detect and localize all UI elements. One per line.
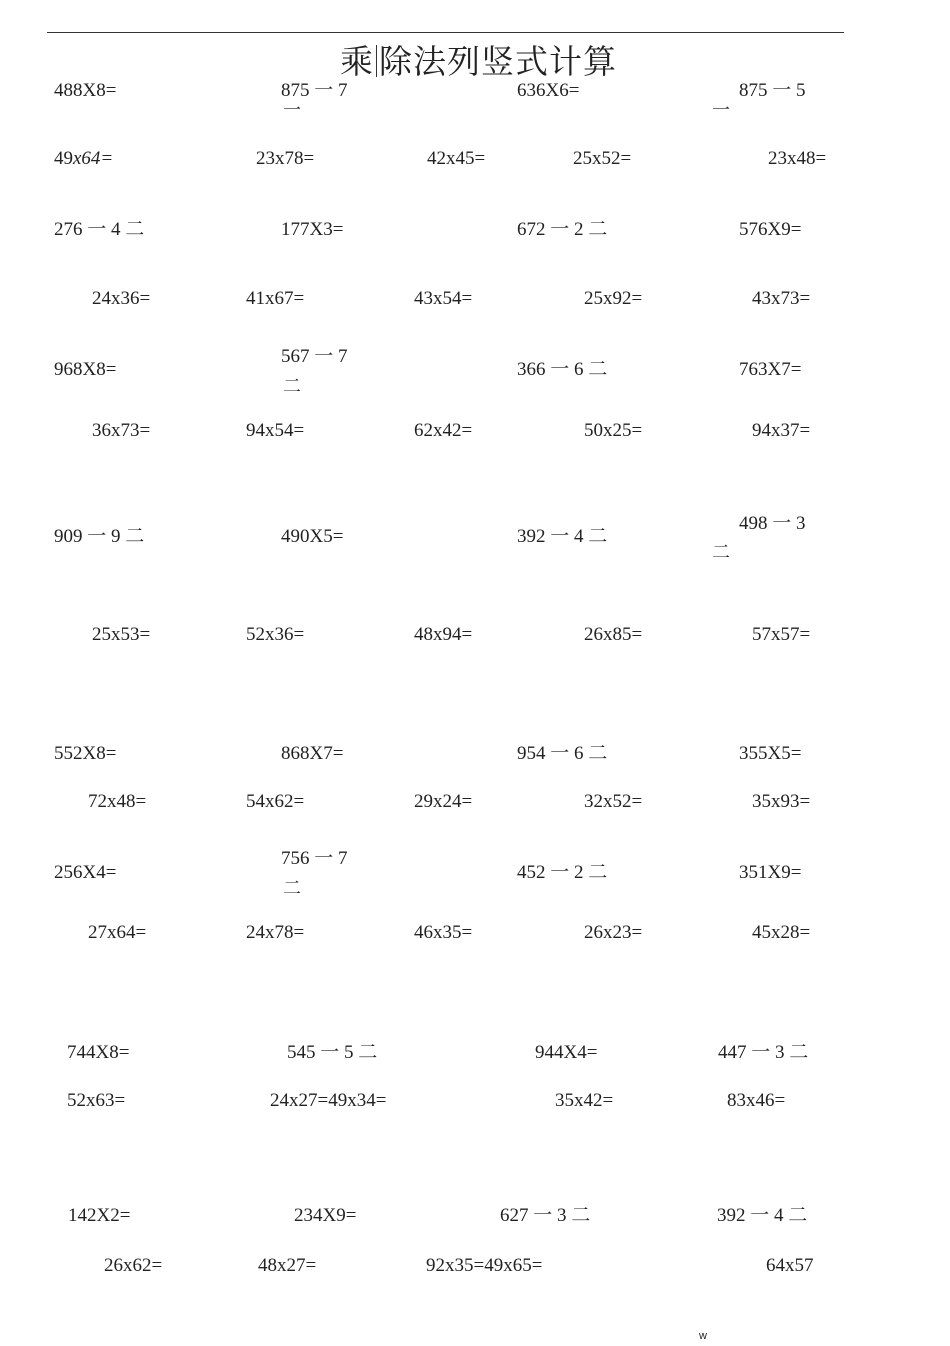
problem: 954 一 6 二 xyxy=(517,743,608,764)
problem: 26x85= xyxy=(584,624,643,645)
title-rest: 除法列竖式计算 xyxy=(379,45,617,81)
problem: 177X3= xyxy=(281,219,344,240)
problem: 24x36= xyxy=(92,288,151,309)
problem: 94x54= xyxy=(246,420,305,441)
problem: 64x57 xyxy=(766,1255,814,1276)
problem: 41x67= xyxy=(246,288,305,309)
wrap-mark: 二 xyxy=(712,542,730,562)
problem: 24x78= xyxy=(246,922,305,943)
wrap-mark: 一 xyxy=(283,100,301,120)
wrap-mark: 二 xyxy=(283,376,301,396)
problem: 875 一 7 xyxy=(281,80,348,101)
problem: 763X7= xyxy=(739,359,802,380)
problem-part-italic: x64= xyxy=(73,148,114,169)
cursor-bar xyxy=(376,45,377,77)
problem: 490X5= xyxy=(281,526,344,547)
problem: 25x92= xyxy=(584,288,643,309)
problem: 392 一 4 二 xyxy=(717,1205,808,1226)
problem: 62x42= xyxy=(414,420,473,441)
problem: 256X4= xyxy=(54,862,117,883)
wrap-mark: 一 xyxy=(712,100,730,120)
problem: 29x24= xyxy=(414,791,473,812)
problem: 576X9= xyxy=(739,219,802,240)
problem: 94x37= xyxy=(752,420,811,441)
problem: 50x25= xyxy=(584,420,643,441)
problem: 142X2= xyxy=(68,1205,131,1226)
problem: 636X6= xyxy=(517,80,580,101)
problem: 26x62= xyxy=(104,1255,163,1276)
problem: 32x52= xyxy=(584,791,643,812)
problem: 45x28= xyxy=(752,922,811,943)
problem: 744X8= xyxy=(67,1042,130,1063)
problem: 43x54= xyxy=(414,288,473,309)
problem: 355X5= xyxy=(739,743,802,764)
problem: 52x63= xyxy=(67,1090,126,1111)
problem: 868X7= xyxy=(281,743,344,764)
problem: 627 一 3 二 xyxy=(500,1205,591,1226)
problem: 672 一 2 二 xyxy=(517,219,608,240)
problem: 57x57= xyxy=(752,624,811,645)
problem-part: 49 xyxy=(54,148,73,169)
title-first-char: 乘 xyxy=(340,45,374,81)
problem: 545 一 5 二 xyxy=(287,1042,378,1063)
problem: 46x35= xyxy=(414,922,473,943)
problem: 48x94= xyxy=(414,624,473,645)
problem: 452 一 2 二 xyxy=(517,862,608,883)
problem: 25x52= xyxy=(573,148,632,169)
problem: 35x42= xyxy=(555,1090,614,1111)
problem: 23x78= xyxy=(256,148,315,169)
problem: 488X8= xyxy=(54,80,117,101)
problem: 944X4= xyxy=(535,1042,598,1063)
problem: 48x27= xyxy=(258,1255,317,1276)
problem: 23x48= xyxy=(768,148,827,169)
problem: 72x48= xyxy=(88,791,147,812)
problem: 875 一 5 xyxy=(739,80,806,101)
problem: 366 一 6 二 xyxy=(517,359,608,380)
problem: 756 一 7 xyxy=(281,848,348,869)
problem: 54x62= xyxy=(246,791,305,812)
problem: 968X8= xyxy=(54,359,117,380)
top-rule xyxy=(47,32,844,33)
problem: 25x53= xyxy=(92,624,151,645)
problem: 24x27=49x34= xyxy=(270,1090,387,1111)
problem: 498 一 3 xyxy=(739,513,806,534)
problem: 83x46= xyxy=(727,1090,786,1111)
problem xyxy=(54,148,113,170)
problem: 567 一 7 xyxy=(281,346,348,367)
problem: 276 一 4 二 xyxy=(54,219,145,240)
wrap-mark: 二 xyxy=(283,878,301,898)
problem: 909 一 9 二 xyxy=(54,526,145,547)
problem: 392 一 4 二 xyxy=(517,526,608,547)
problem: 234X9= xyxy=(294,1205,357,1226)
problem: 35x93= xyxy=(752,791,811,812)
problem: 447 一 3 二 xyxy=(718,1042,809,1063)
footer-mark: w xyxy=(699,1330,707,1342)
page-title xyxy=(340,36,617,83)
problem: 52x36= xyxy=(246,624,305,645)
problem: 27x64= xyxy=(88,922,147,943)
problem: 92x35=49x65= xyxy=(426,1255,543,1276)
problem: 26x23= xyxy=(584,922,643,943)
problem: 351X9= xyxy=(739,862,802,883)
problem: 36x73= xyxy=(92,420,151,441)
problem: 42x45= xyxy=(427,148,486,169)
problem: 552X8= xyxy=(54,743,117,764)
problem: 43x73= xyxy=(752,288,811,309)
